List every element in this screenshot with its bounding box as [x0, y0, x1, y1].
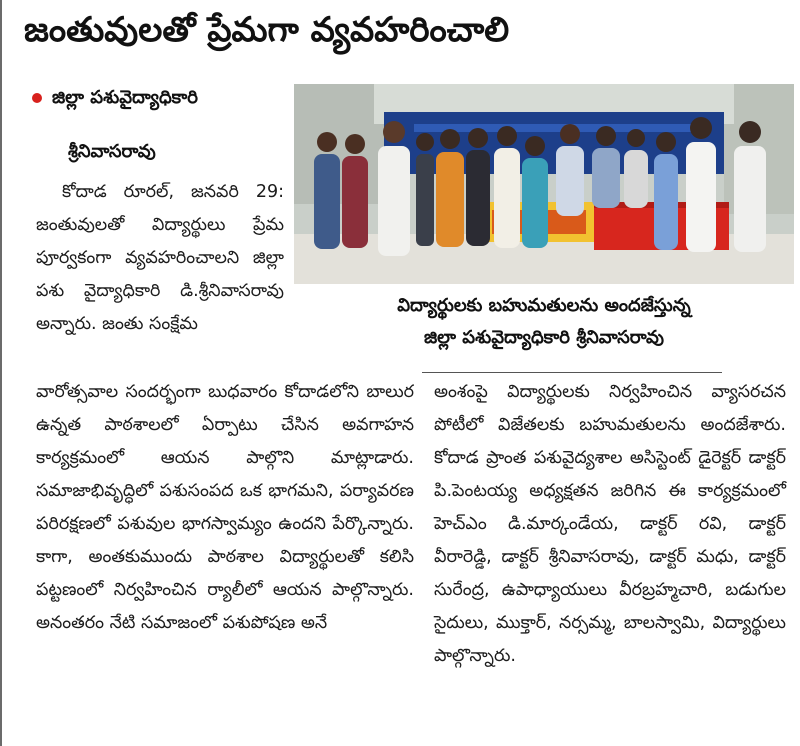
event-photo-illustration: [294, 84, 794, 284]
event-photo: [294, 84, 794, 284]
byline-title-text: జిల్లా పశువైద్యాధికారి: [52, 87, 198, 108]
article-paragraph: వారోత్సవాల సందర్భంగా బుధవారం కోదాడలోని బాలుర ఉన్నత పాఠశాలలో ఏర్పాటు చేసిన అవగాహన కార్యక్రమంలో ఆయన పాల్గొని మాట్లాడారు. సమాజాభివృద్ధిలో పశుసంపద ఒక భాగమని, పర్యావరణ పరిరక్షణలో పశువుల భాగస్వామ్యం ఉందని పేర్కొన్నారు. కాగా, అంతకుముందు పాఠశాల విద్యార్థులతో కలిసి పట్టణంలో నిర్వహించిన ర్యాలీలో ఆయన పాల్గొన్నారు. అనంతరం నేటి సమాజంలో పశుపోషణ అనే: [36, 382, 414, 633]
article-column-2: [36, 376, 414, 640]
byline-name: శ్రీనివాసరావు: [68, 141, 156, 162]
article-column-1: [36, 176, 284, 341]
article-paragraph: అంశంపై విద్యార్థులకు నిర్వహించిన వ్యాసరచన పోటీలో విజేతలకు బహుమతులను అందజేశారు. కోదాడ ప్రాంత పశువైద్యశాల అసిస్టెంట్ డైరెక్టర్ డాక్టర్ పి.పెంటయ్య అధ్యక్షతన జరిగిన ఈ కార్యక్రమంలో హెచ్ఎం డి.మార్కండేయ, డాక్టర్ రవి, డాక్టర్ వీరారెడ్డి, డాక్టర్ శ్రీనివాసరావు, డాక్టర్ మధు, డాక్టర్ సురేంద్ర, ఉపాధ్యాయులు వీరబ్రహ్మచారి, బడుగుల సైదులు, ముక్తార్, నర్సమ్మ, బాలస్వామి, విద్యార్థులు పాల్గొన్నారు.: [434, 382, 786, 666]
photo-caption-line-1: విద్యార్థులకు బహుమతులను అందజేస్తున్న: [397, 295, 691, 316]
article-column-3: [434, 376, 786, 673]
byline-title: [32, 84, 198, 112]
article-paragraph: కోదాడ రూరల్, జనవరి 29: జంతువులతో విద్యార్థులు ప్రేమ పూర్వకంగా వ్యవహరించాలని జిల్లా పశు వైద్యాధికారి డి.శ్రీనివాసరావు అన్నారు. జంతు సంక్షేమ: [36, 182, 284, 334]
bullet-icon: [32, 93, 42, 103]
photo-caption-line-2: జిల్లా పశువైద్యాధికారి శ్రీనివాసరావు: [424, 327, 664, 348]
headline: జంతువులతో ప్రేమగా వ్యవహరించాలి: [24, 10, 510, 50]
photo-caption: [302, 290, 786, 354]
caption-divider: [422, 372, 722, 373]
